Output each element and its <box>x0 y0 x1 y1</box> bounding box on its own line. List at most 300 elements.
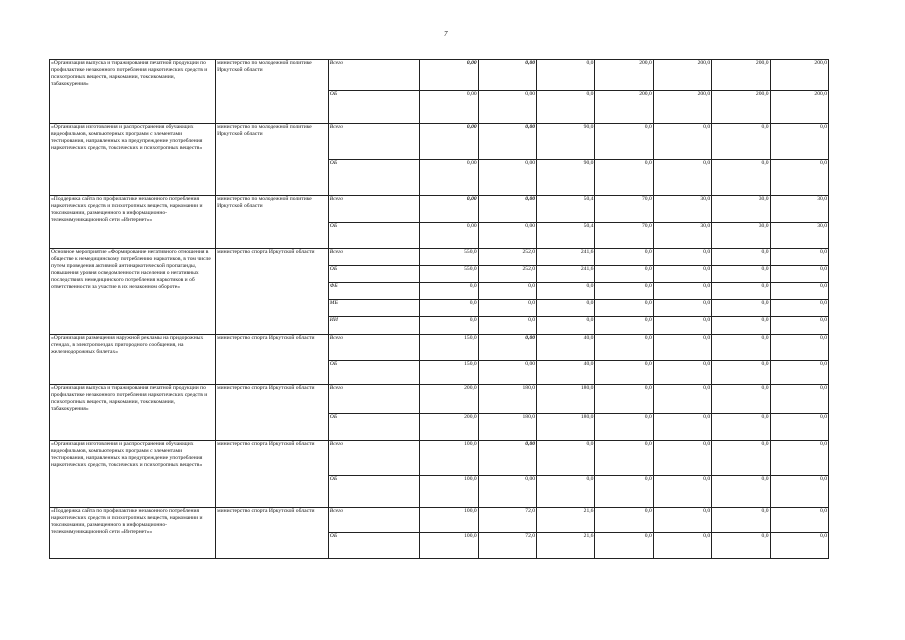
amount-value: 70,0 <box>642 196 652 202</box>
amount-value: 0,0 <box>761 335 769 341</box>
amount-value: 0,00 <box>525 361 536 367</box>
amount-value: 0,00 <box>525 196 536 202</box>
responsible-executor: министерство спорта Иркутской области <box>216 441 329 508</box>
amount-cell <box>478 317 536 335</box>
amount-cell <box>420 385 478 414</box>
amount-cell <box>537 300 595 317</box>
amount-cell <box>595 196 653 223</box>
amount-value: 70,0 <box>642 223 652 229</box>
amount-value: 180,0 <box>580 414 594 420</box>
amount-cell <box>420 124 478 160</box>
amount-value: 0,0 <box>761 124 769 130</box>
amount-cell <box>595 266 653 283</box>
amount-value: 0,0 <box>644 441 652 447</box>
amount-value: 0,00 <box>525 441 536 447</box>
amount-value: 0,0 <box>703 385 711 391</box>
amount-cell <box>537 476 595 508</box>
amount-cell <box>712 508 770 533</box>
amount-cell <box>653 249 711 266</box>
funding-source: ОБ <box>328 223 420 249</box>
amount-value: 30,0 <box>817 196 827 202</box>
amount-cell <box>712 249 770 266</box>
amount-value: 0,0 <box>586 91 594 97</box>
amount-value: 0,0 <box>644 317 652 323</box>
funding-source: Всего <box>328 60 420 91</box>
amount-cell <box>420 266 478 283</box>
amount-cell <box>770 441 828 476</box>
amount-value: 0,0 <box>703 300 711 306</box>
amount-cell <box>478 223 536 249</box>
amount-cell <box>653 223 711 249</box>
amount-cell <box>537 266 595 283</box>
amount-value: 180,0 <box>580 385 594 391</box>
amount-cell <box>595 91 653 124</box>
amount-cell <box>420 223 478 249</box>
table-row <box>50 508 829 533</box>
amount-cell <box>537 160 595 196</box>
amount-value: 40,0 <box>583 361 594 367</box>
amount-value: 200,0 <box>755 60 769 66</box>
amount-cell <box>478 300 536 317</box>
amount-value: 0,0 <box>761 160 769 166</box>
funding-source: Всего <box>328 508 420 533</box>
amount-value: 0,0 <box>820 414 827 420</box>
amount-cell <box>653 476 711 508</box>
amount-cell <box>478 283 536 300</box>
amount-value: 21,6 <box>583 508 594 514</box>
activity-description: «Организация выпуска и тиражирования печатной продукции по профилактике незаконного потребления наркотических средств и психотропных веществ, наркомании, токсикомании, табакокурения» <box>50 385 216 441</box>
amount-value: 252,0 <box>522 266 536 272</box>
funding-source: ОБ <box>328 160 420 196</box>
amount-value: 0,0 <box>469 283 477 289</box>
table-row <box>50 124 829 160</box>
table-row <box>50 60 829 91</box>
amount-cell <box>478 508 536 533</box>
table-row <box>50 249 829 266</box>
amount-value: 0,0 <box>586 476 594 482</box>
amount-cell <box>712 124 770 160</box>
funding-source: Всего <box>328 124 420 160</box>
amount-cell <box>420 60 478 91</box>
amount-cell <box>653 91 711 124</box>
amount-cell <box>420 249 478 266</box>
amount-cell <box>770 283 828 300</box>
amount-cell <box>712 160 770 196</box>
amount-value: 0,0 <box>586 441 594 447</box>
amount-cell <box>478 91 536 124</box>
amount-cell <box>420 508 478 533</box>
amount-value: 0,0 <box>820 300 827 306</box>
responsible-executor: министерство по молодежной политике Иркутской области <box>216 196 329 249</box>
amount-value: 0,0 <box>761 300 769 306</box>
amount-cell <box>537 223 595 249</box>
amount-cell <box>712 91 770 124</box>
amount-value: 0,00 <box>466 60 477 66</box>
amount-value: 0,0 <box>469 317 477 323</box>
amount-value: 200,0 <box>814 60 827 66</box>
amount-value: 0,0 <box>644 476 652 482</box>
amount-cell <box>537 317 595 335</box>
amount-value: 0,00 <box>466 91 477 97</box>
responsible-executor: министерство спорта Иркутской области <box>216 508 329 559</box>
amount-value: 0,0 <box>644 533 652 539</box>
amount-value: 0,00 <box>525 476 536 482</box>
amount-cell <box>537 361 595 385</box>
amount-value: 0,0 <box>644 508 652 514</box>
funding-source: ОБ <box>328 91 420 124</box>
amount-value: 0,0 <box>644 283 652 289</box>
amount-cell <box>770 476 828 508</box>
amount-cell <box>770 266 828 283</box>
amount-cell <box>595 476 653 508</box>
amount-cell <box>420 300 478 317</box>
amount-value: 0,00 <box>466 124 477 130</box>
amount-cell <box>653 317 711 335</box>
amount-cell <box>770 508 828 533</box>
amount-value: 0,0 <box>820 160 827 166</box>
amount-cell <box>537 283 595 300</box>
amount-value: 0,0 <box>703 476 711 482</box>
amount-value: 150,0 <box>464 361 477 367</box>
amount-cell <box>653 508 711 533</box>
amount-value: 0,0 <box>820 249 827 255</box>
funding-source: Всего <box>328 196 420 223</box>
amount-value: 0,00 <box>525 60 536 66</box>
funding-source: Всего <box>328 385 420 414</box>
amount-value: 200,0 <box>639 91 652 97</box>
amount-cell <box>420 533 478 559</box>
activity-description: «Организация размещения наружной рекламы на придорожных стендах, в электропоездах пригородного сообщения, на железнодорожных билетах» <box>50 335 216 385</box>
amount-value: 0,0 <box>761 266 769 272</box>
amount-cell <box>712 283 770 300</box>
amount-value: 0,0 <box>703 414 711 420</box>
amount-cell <box>537 441 595 476</box>
amount-value: 0,0 <box>528 317 536 323</box>
amount-value: 0,0 <box>761 361 769 367</box>
amount-value: 0,00 <box>525 223 536 229</box>
amount-value: 0,0 <box>703 160 711 166</box>
amount-value: 72,0 <box>525 533 536 539</box>
amount-cell <box>420 441 478 476</box>
amount-cell <box>653 300 711 317</box>
amount-cell <box>595 508 653 533</box>
amount-value: 0,0 <box>761 317 769 323</box>
amount-cell <box>712 317 770 335</box>
amount-cell <box>770 317 828 335</box>
amount-value: 0,0 <box>528 283 536 289</box>
amount-value: 0,0 <box>703 266 711 272</box>
amount-value: 180,0 <box>522 414 536 420</box>
amount-cell <box>653 160 711 196</box>
amount-value: 150,0 <box>464 335 477 341</box>
amount-cell <box>653 441 711 476</box>
amount-cell <box>653 60 711 91</box>
amount-value: 0,00 <box>466 160 477 166</box>
funding-source: ОБ <box>328 361 420 385</box>
amount-cell <box>595 414 653 441</box>
amount-cell <box>653 414 711 441</box>
amount-value: 0,0 <box>761 476 769 482</box>
amount-value: 0,0 <box>703 508 711 514</box>
amount-value: 0,00 <box>525 335 536 341</box>
amount-value: 0,0 <box>820 124 827 130</box>
amount-value: 100,0 <box>464 508 477 514</box>
amount-cell <box>770 533 828 559</box>
amount-cell <box>770 249 828 266</box>
amount-cell <box>478 60 536 91</box>
amount-value: 0,0 <box>469 300 477 306</box>
amount-cell <box>420 317 478 335</box>
amount-value: 0,0 <box>644 414 652 420</box>
amount-cell <box>595 335 653 361</box>
amount-cell <box>770 361 828 385</box>
amount-cell <box>537 414 595 441</box>
amount-value: 100,0 <box>464 476 477 482</box>
amount-value: 0,0 <box>644 249 652 255</box>
amount-value: 0,0 <box>703 249 711 255</box>
amount-cell <box>478 266 536 283</box>
amount-value: 252,0 <box>522 249 536 255</box>
amount-value: 0,0 <box>761 533 769 539</box>
amount-value: 241,6 <box>580 249 594 255</box>
amount-value: 30,0 <box>700 223 711 229</box>
amount-cell <box>770 223 828 249</box>
responsible-executor: министерство спорта Иркутской области <box>216 249 329 335</box>
amount-cell <box>770 60 828 91</box>
activity-description: Основное мероприятие «Формирование негативного отношения в обществе к немедицинскому потреблению наркотиков, в том числе путем проведения активной антинаркотической пропаганды, повышения уровня осведомленности населения о негативных последствиях немедицинского потребления наркотиков и об ответственности за участие в их незаконном обороте» <box>50 249 216 335</box>
amount-cell <box>478 385 536 414</box>
amount-value: 90,0 <box>583 124 594 130</box>
amount-cell <box>537 335 595 361</box>
table-row <box>50 335 829 361</box>
amount-value: 0,0 <box>820 385 827 391</box>
amount-cell <box>770 160 828 196</box>
amount-cell <box>420 196 478 223</box>
amount-cell <box>653 361 711 385</box>
amount-cell <box>595 361 653 385</box>
amount-cell <box>712 300 770 317</box>
amount-value: 0,0 <box>703 441 711 447</box>
activity-description: «Поддержка сайта по профилактике незаконного потребления наркотических средств и психотропных веществ, наркомании и токсикомании, размещенного в информационно-телекоммуникационной сети «Интернет»» <box>50 196 216 249</box>
amount-cell <box>478 160 536 196</box>
amount-cell <box>712 223 770 249</box>
amount-value: 0,0 <box>820 283 827 289</box>
amount-value: 200,0 <box>755 91 769 97</box>
amount-value: 0,00 <box>466 196 477 202</box>
amount-cell <box>595 317 653 335</box>
amount-value: 200,0 <box>464 385 477 391</box>
amount-cell <box>537 60 595 91</box>
amount-value: 0,0 <box>703 335 711 341</box>
amount-value: 0,0 <box>761 508 769 514</box>
amount-cell <box>653 124 711 160</box>
amount-cell <box>712 361 770 385</box>
amount-value: 0,0 <box>644 385 652 391</box>
amount-cell <box>420 414 478 441</box>
amount-value: 0,0 <box>761 249 769 255</box>
table-row <box>50 441 829 476</box>
amount-cell <box>653 283 711 300</box>
amount-value: 180,0 <box>522 385 536 391</box>
amount-cell <box>712 441 770 476</box>
amount-value: 0,00 <box>525 91 536 97</box>
amount-cell <box>420 91 478 124</box>
table-body <box>50 60 829 559</box>
amount-value: 550,0 <box>464 249 477 255</box>
amount-cell <box>420 361 478 385</box>
activity-description: «Организация изготовления и распространения обучающих видеофильмов, компьютерных программ с элементами тестирования, направленных на предупреждение употребления наркотических средств, токсических и психотропных веществ» <box>50 441 216 508</box>
amount-cell <box>595 160 653 196</box>
amount-cell <box>712 414 770 441</box>
amount-value: 30,0 <box>758 223 769 229</box>
table-row <box>50 385 829 414</box>
amount-value: 0,0 <box>528 300 536 306</box>
amount-value: 0,0 <box>586 317 594 323</box>
activity-description: «Организация изготовления и распространения обучающих видеофильмов, компьютерных программ с элементами тестирования, направленных на предупреждение употребления наркотических средств, токсических и психотропных веществ» <box>50 124 216 196</box>
amount-cell <box>420 283 478 300</box>
amount-cell <box>537 124 595 160</box>
activity-description: «Поддержка сайта по профилактике незаконного потребления наркотических средств и психотропных веществ, наркомании и токсикомании, размещенного в информационно-телекоммуникационной сети «Интернет»» <box>50 508 216 559</box>
amount-value: 200,0 <box>814 91 827 97</box>
responsible-executor: министерство по молодежной политике Иркутской области <box>216 60 329 124</box>
responsible-executor: министерство спорта Иркутской области <box>216 385 329 441</box>
amount-value: 0,0 <box>586 300 594 306</box>
amount-value: 200,0 <box>697 91 711 97</box>
amount-value: 0,0 <box>644 300 652 306</box>
amount-value: 72,0 <box>525 508 536 514</box>
funding-source: Всего <box>328 335 420 361</box>
amount-value: 0,0 <box>644 361 652 367</box>
amount-cell <box>653 335 711 361</box>
amount-cell <box>712 385 770 414</box>
amount-value: 0,00 <box>525 124 536 130</box>
amount-value: 0,0 <box>820 476 827 482</box>
amount-cell <box>595 300 653 317</box>
amount-cell <box>653 266 711 283</box>
amount-cell <box>770 124 828 160</box>
amount-cell <box>712 266 770 283</box>
amount-value: 0,0 <box>644 335 652 341</box>
amount-value: 40,0 <box>583 335 594 341</box>
amount-cell <box>595 385 653 414</box>
amount-cell <box>595 441 653 476</box>
amount-value: 100,0 <box>464 441 477 447</box>
amount-value: 0,0 <box>644 266 652 272</box>
amount-cell <box>712 60 770 91</box>
amount-cell <box>537 196 595 223</box>
amount-cell <box>653 533 711 559</box>
amount-cell <box>712 335 770 361</box>
amount-cell <box>595 533 653 559</box>
amount-value: 0,00 <box>466 223 477 229</box>
amount-value: 0,0 <box>761 283 769 289</box>
amount-cell <box>478 533 536 559</box>
amount-cell <box>478 124 536 160</box>
amount-cell <box>712 476 770 508</box>
amount-cell <box>770 91 828 124</box>
amount-value: 0,0 <box>820 441 827 447</box>
amount-value: 21,6 <box>583 533 594 539</box>
amount-cell <box>420 160 478 196</box>
amount-cell <box>595 283 653 300</box>
amount-cell <box>770 196 828 223</box>
amount-cell <box>537 533 595 559</box>
responsible-executor: министерство по молодежной политике Иркутской области <box>216 124 329 196</box>
funding-source: ИИ <box>328 317 420 335</box>
amount-cell <box>595 249 653 266</box>
budget-table <box>49 59 829 559</box>
amount-cell <box>420 335 478 361</box>
funding-source: ОБ <box>328 414 420 441</box>
amount-value: 0,0 <box>820 266 827 272</box>
amount-value: 30,0 <box>758 196 769 202</box>
amount-cell <box>712 196 770 223</box>
amount-value: 90,0 <box>583 160 594 166</box>
amount-cell <box>537 508 595 533</box>
amount-value: 0,0 <box>820 508 827 514</box>
amount-cell <box>770 300 828 317</box>
responsible-executor: министерство спорта Иркутской области <box>216 335 329 385</box>
amount-cell <box>537 91 595 124</box>
amount-cell <box>478 361 536 385</box>
funding-source: ОБ <box>328 476 420 508</box>
amount-value: 0,0 <box>703 124 711 130</box>
amount-cell <box>478 441 536 476</box>
funding-source: Всего <box>328 249 420 266</box>
amount-cell <box>537 385 595 414</box>
amount-cell <box>478 335 536 361</box>
amount-value: 50,4 <box>583 196 594 202</box>
amount-cell <box>478 476 536 508</box>
amount-value: 0,0 <box>761 441 769 447</box>
amount-value: 0,0 <box>703 283 711 289</box>
amount-cell <box>478 249 536 266</box>
amount-cell <box>537 249 595 266</box>
amount-value: 0,0 <box>703 317 711 323</box>
funding-source: ОБ <box>328 266 420 283</box>
funding-source: МБ <box>328 300 420 317</box>
amount-value: 200,0 <box>697 60 711 66</box>
amount-value: 0,0 <box>586 60 594 66</box>
amount-value: 30,0 <box>817 223 827 229</box>
amount-value: 200,0 <box>639 60 652 66</box>
amount-value: 0,00 <box>525 160 536 166</box>
amount-cell <box>712 533 770 559</box>
funding-source: ОБ <box>328 533 420 559</box>
amount-value: 0,0 <box>644 124 652 130</box>
activity-description: «Организация выпуска и тиражирования печатной продукции по профилактике незаконного потребления наркотических средств и психотропных веществ, наркомании, токсикомании, табакокурения» <box>50 60 216 124</box>
amount-value: 0,0 <box>820 317 827 323</box>
table-row <box>50 196 829 223</box>
amount-value: 0,0 <box>703 361 711 367</box>
amount-cell <box>478 196 536 223</box>
amount-value: 100,0 <box>464 533 477 539</box>
page-number: 7 <box>444 30 448 38</box>
amount-value: 0,0 <box>820 335 827 341</box>
amount-value: 200,0 <box>464 414 477 420</box>
amount-cell <box>770 335 828 361</box>
amount-cell <box>478 414 536 441</box>
amount-value: 0,0 <box>820 361 827 367</box>
funding-source: Всего <box>328 441 420 476</box>
amount-value: 0,0 <box>761 385 769 391</box>
amount-value: 0,0 <box>820 533 827 539</box>
amount-cell <box>653 196 711 223</box>
amount-value: 0,0 <box>586 283 594 289</box>
amount-cell <box>653 385 711 414</box>
amount-cell <box>595 60 653 91</box>
amount-value: 0,0 <box>703 533 711 539</box>
